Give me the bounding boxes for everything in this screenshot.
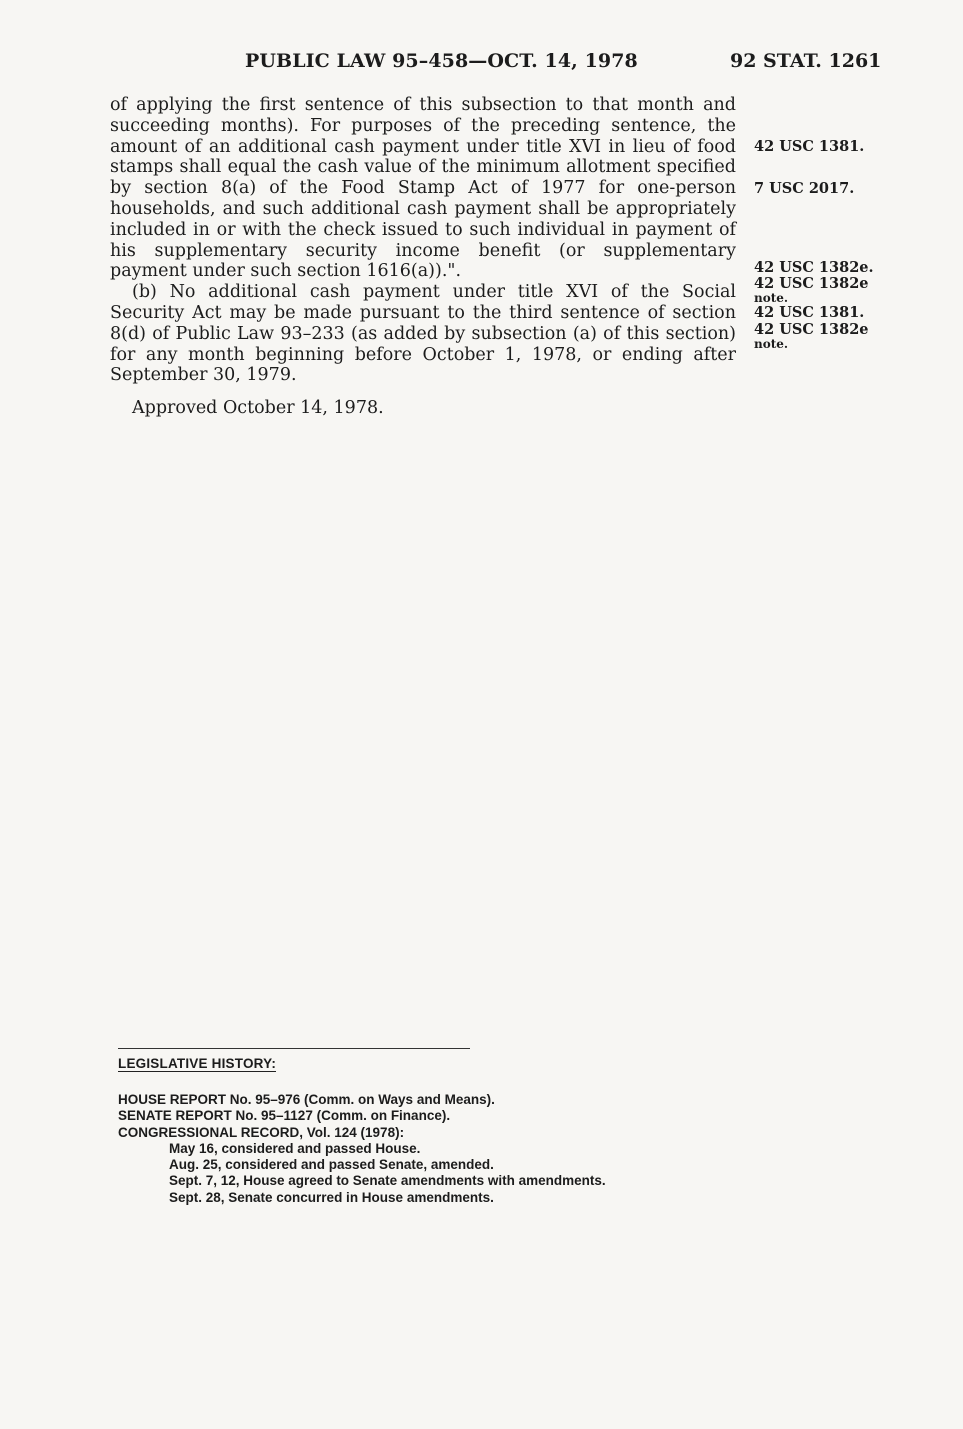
- margin-note-42usc1382e-note-a: 42 USC 1382e: [754, 275, 869, 293]
- running-head-title: PUBLIC LAW 95–458—OCT. 14, 1978: [245, 50, 638, 72]
- running-head-page-number: 92 STAT. 1261: [730, 50, 882, 72]
- senate-report-line: SENATE REPORT No. 95–1127 (Comm. on Finance).: [118, 1108, 451, 1124]
- margin-note-42usc1382e-note-b: 42 USC 1382e: [754, 320, 869, 338]
- history-entry: Aug. 25, considered and passed Senate, amended.: [169, 1157, 494, 1173]
- legislative-history-title-text: LEGISLATIVE HISTORY:: [118, 1056, 277, 1071]
- history-entry: Sept. 7, 12, House agreed to Senate amendments with amendments.: [169, 1173, 606, 1189]
- margin-notes-group: [754, 260, 874, 351]
- margin-note-42usc1382e: 42 USC 1382e.: [754, 259, 874, 276]
- legislative-history-body: [118, 1092, 606, 1206]
- congressional-record-line: CONGRESSIONAL RECORD, Vol. 124 (1978):: [118, 1124, 405, 1140]
- body-paragraph-continuation: of applying the first sentence of this subsection to that month and succeeding months). For purposes of the preceding sentence, the amount of an additional cash payment under title XVI in lieu of food stamps shall equal the cash value of the minimum allotment specified by section 8(a) of the Food Stamp Act of 1977 for one-person households, and such additional cash payment shall be appropriately included in or with the check issued to such individual in payment of his supplementary security income benefit (or supplementary payment under such section 1616(a)).".: [110, 95, 736, 282]
- history-entry: Sept. 28, Senate concurred in House amendments.: [169, 1189, 494, 1205]
- house-report-line: HOUSE REPORT No. 95–976 (Comm. on Ways and Means).: [118, 1092, 495, 1107]
- margin-note-note-b: note.: [754, 336, 789, 351]
- divider-rule: [118, 1048, 470, 1049]
- margin-note-note-a: note.: [754, 291, 789, 306]
- margin-note-7usc2017: 7 USC 2017.: [754, 180, 855, 197]
- history-entry: May 16, considered and passed House.: [169, 1140, 421, 1156]
- legislative-history-title: [118, 1056, 276, 1071]
- margin-note-42usc1381-second: 42 USC 1381.: [754, 304, 865, 322]
- statute-body: [110, 95, 736, 419]
- margin-note-42usc1381: 42 USC 1381.: [754, 138, 865, 155]
- body-paragraph-subsection-b: (b) No additional cash payment under title XVI of the Social Security Act may be made pursuant to the third sentence of section 8(d) of Public Law 93–233 (as added by subsection (a) of this section) for any month beginning before October 1, 1978, or ending after September 30, 1979.: [110, 282, 736, 386]
- approval-date: Approved October 14, 1978.: [132, 398, 384, 419]
